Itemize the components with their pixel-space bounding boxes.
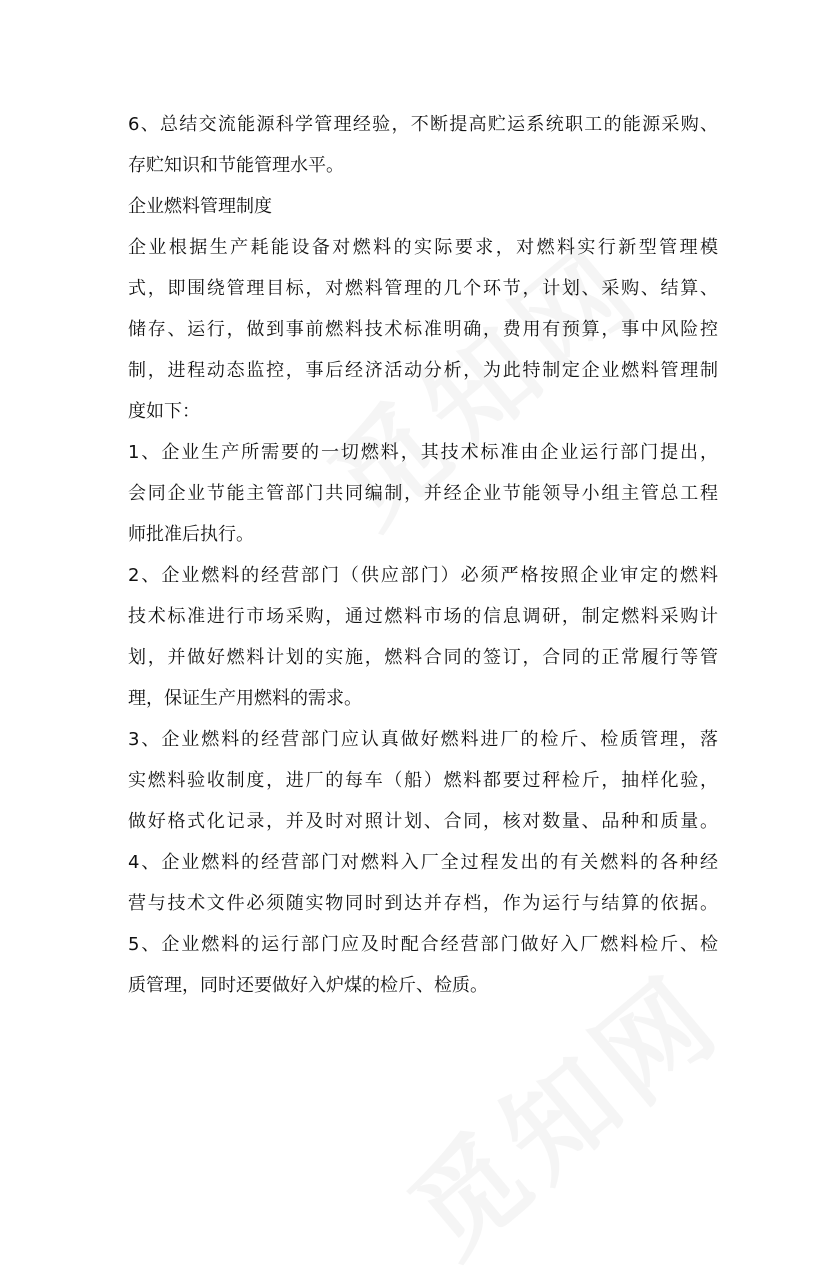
text-line: 6、总结交流能源科学管理经验，不断提高贮运系统职工的能源采购、 (128, 114, 718, 135)
text-line: 2、企业燃料的经营部门（供应部门）必须严格按照企业审定的燃料 (128, 565, 718, 586)
text-line: 1、企业生产所需要的一切燃料，其技术标准由企业运行部门提出， (128, 442, 718, 463)
text-line: 3、企业燃料的经营部门应认真做好燃料进厂的检斤、检质管理，落 (128, 729, 718, 750)
text-line: 度如下： (128, 401, 200, 422)
text-line: 营与技术文件必须随实物同时到达并存档，作为运行与结算的依据。 (128, 893, 718, 914)
text-line: 实燃料验收制度，进厂的每车（船）燃料都要过秤检斤，抽样化验， (128, 770, 718, 791)
text-line: 5、企业燃料的运行部门应及时配合经营部门做好入厂燃料检斤、检 (128, 934, 718, 955)
text-line: 会同企业节能主管部门共同编制，并经企业节能领导小组主管总工程 (128, 483, 718, 504)
section-heading: 企业燃料管理制度 (128, 196, 272, 217)
text-line: 制，进程动态监控，事后经济活动分析，为此特制定企业燃料管理制 (128, 360, 718, 381)
text-line: 划，并做好燃料计划的实施，燃料合同的签订，合同的正常履行等管 (128, 647, 718, 668)
text-line: 4、企业燃料的经营部门对燃料入厂全过程发出的有关燃料的各种经 (128, 852, 718, 873)
text-line: 储存、运行，做到事前燃料技术标准明确，费用有预算，事中风险控 (128, 319, 718, 340)
text-line: 存贮知识和节能管理水平。 (128, 155, 344, 176)
text-line: 做好格式化记录，并及时对照计划、合同，核对数量、品种和质量。 (128, 811, 718, 832)
text-line: 质管理，同时还要做好入炉煤的检斤、检质。 (128, 975, 488, 996)
document-body (128, 104, 718, 1006)
text-line: 理，保证生产用燃料的需求。 (128, 688, 362, 709)
text-line: 技术标准进行市场采购，通过燃料市场的信息调研，制定燃料采购计 (128, 606, 718, 627)
text-line: 式，即围绕管理目标，对燃料管理的几个环节，计划、采购、结算、 (128, 278, 718, 299)
text-line: 师批准后执行。 (128, 524, 254, 545)
text-line: 企业根据生产耗能设备对燃料的实际要求，对燃料实行新型管理模 (128, 237, 718, 258)
